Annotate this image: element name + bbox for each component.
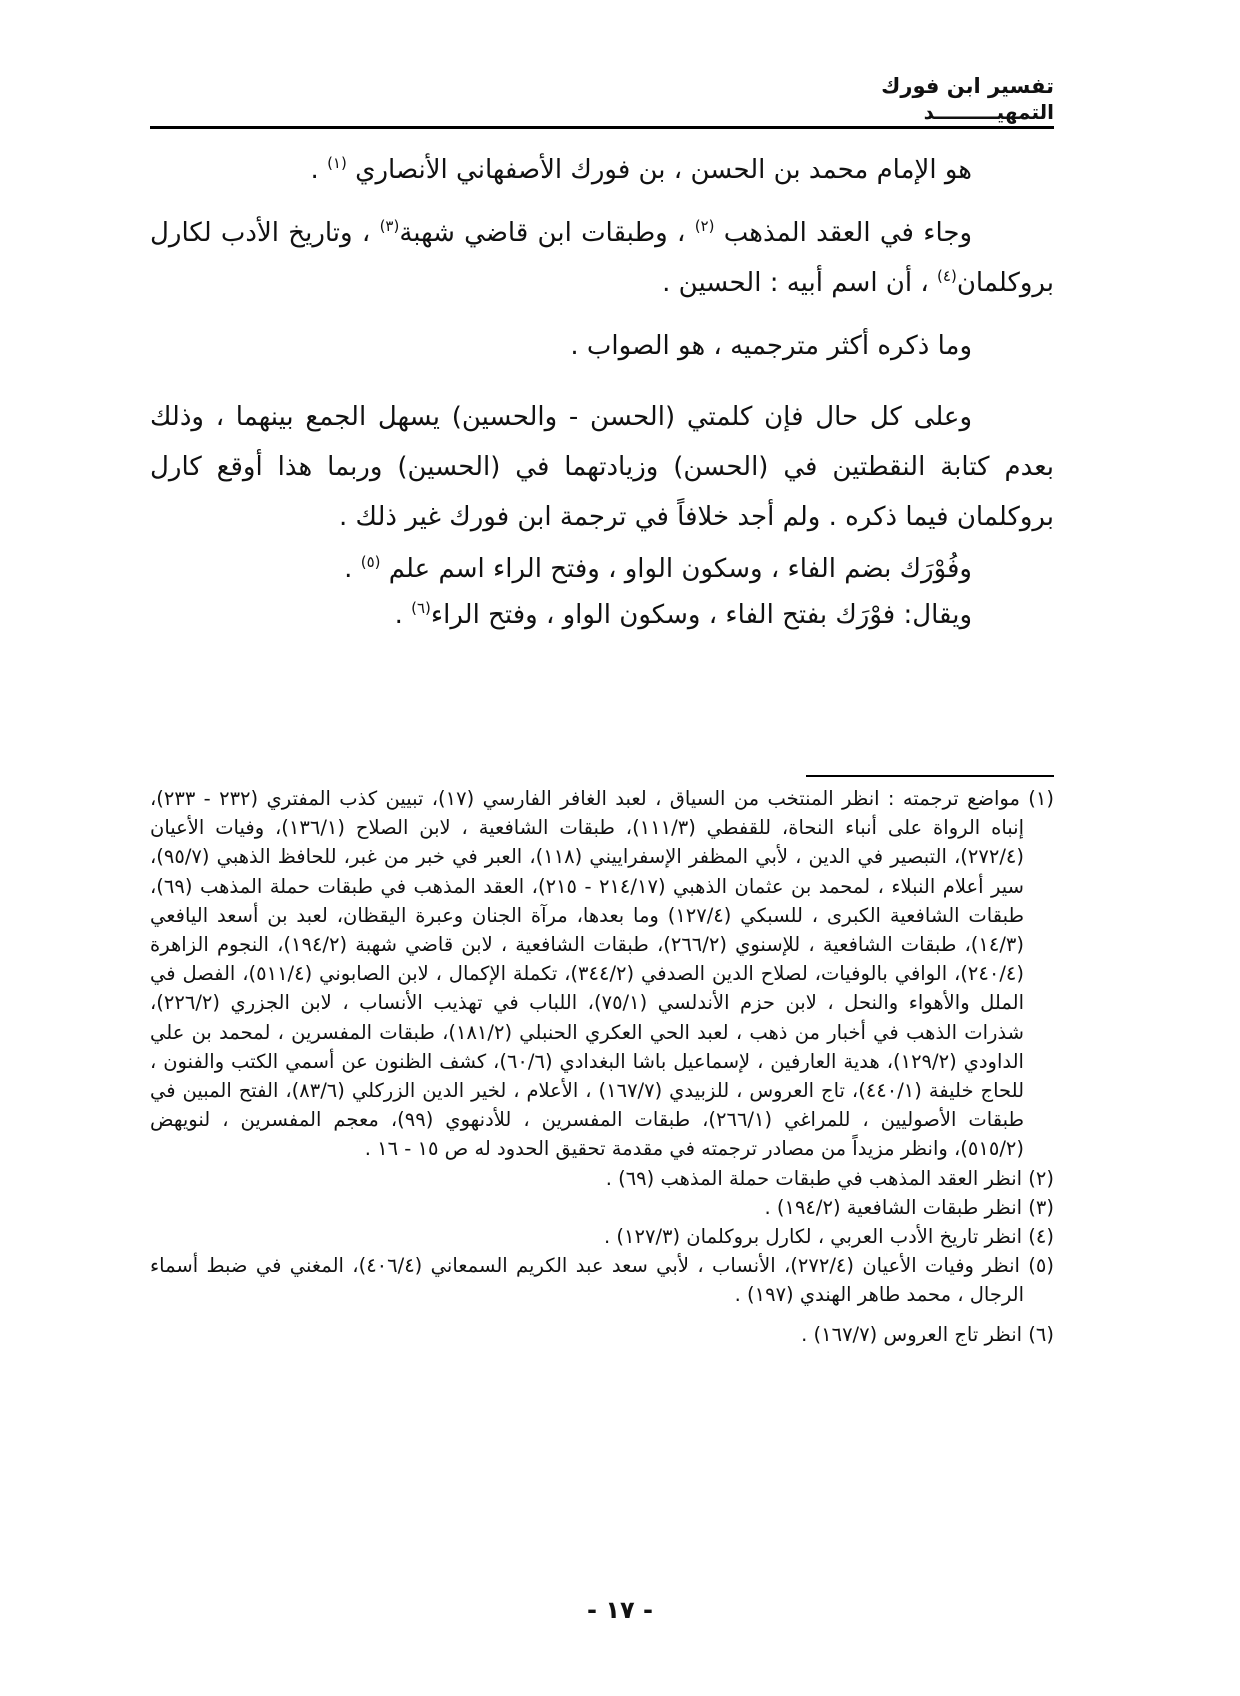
footnote-ref-4[interactable]: (٤) (937, 267, 957, 285)
footnote-5: (٥) انظر وفيات الأعيان (٢٧٢/٤)، الأنساب ، لأبي سعد عبد الكريم السمعاني (٤٠٦/٤)، المغني في ضبط أسماء الرجال ، محمد طاهر الهندي (١٩٧) . (150, 1254, 1054, 1307)
footnote-2: (٢) انظر العقد المذهب في طبقات حملة المذهب (٦٩) . (605, 1166, 1054, 1190)
footnote-4: (٤) انظر تاريخ الأدب العربي ، لكارل بروكلمان (١٢٧/٣) . (604, 1225, 1054, 1249)
running-header (881, 72, 1054, 124)
footnote-6: (٦) انظر تاج العروس (١٦٧/٧) . (801, 1322, 1054, 1346)
paragraph-6: ويقال: فوْرَك بفتح الفاء ، وسكون الواو ، وفتح الراء$^{(٦)}$ . (394, 599, 972, 630)
footnote-ref-3[interactable]: (٣) (379, 217, 400, 235)
book-title: تفسير ابن فورك (881, 74, 1054, 98)
main-text (150, 146, 1054, 638)
section-title: التمهيـــــــــد (923, 100, 1054, 124)
paragraph-5: وفُوْرَك بضم الفاء ، وسكون الواو ، وفتح الراء اسم علم $^{(٥)}$ . (344, 553, 972, 584)
footnote-3: (٣) انظر طبقات الشافعية (١٩٤/٢) . (764, 1195, 1054, 1219)
paragraph-3: وما ذكره أكثر مترجميه ، هو الصواب . (570, 331, 972, 361)
footnotes (150, 784, 1054, 1349)
footnote-ref-5[interactable]: (٥) (360, 553, 381, 571)
footnote-separator (806, 775, 1054, 777)
paragraph-2: وجاء في العقد المذهب $^{(٢)}$ ، وطبقات ابن قاضي شهبة$^{(٣)}$ ، وتاريخ الأدب لكارل بروكلمان$^{(٤)}$ ، أن اسم أبيه : الحسين . (150, 217, 1054, 298)
paragraph-1: هو الإمام محمد بن الحسن ، بن فورك الأصفهاني الأنصاري $^{(١)}$ . (310, 154, 972, 185)
header-divider (150, 126, 1054, 129)
footnote-ref-2[interactable]: (٢) (694, 217, 715, 235)
footnote-1: (١) مواضع ترجمته : انظر المنتخب من السياق ، لعبد الغافر الفارسي (١٧)، تبيين كذب المفتري (٢٣٢ - ٢٣٣)، إنباه الرواة على أنباء النحاة، للقفطي (١١١/٣)، طبقات الشافعية ، لابن الصلاح (١٣٦/١)، وفيات الأعيان (٢٧٢/٤)، التبصير في الدين ، لأبي المظفر الإسفراييني (١١٨)، العبر في خبر من غبر، للحافظ الذهبي (٩٥/٧)، سير أعلام النبلاء ، لمحمد بن عثمان الذهبي (٢١٤/١٧ - ٢١٥)، العقد المذهب في طبقات حملة المذهب (٦٩)، طبقات الشافعية الكبرى ، للسبكي (١٢٧/٤) وما بعدها، مرآة الجنان وعبرة اليقظان، لعبد بن أسعد اليافعي (١٤/٣)، طبقات الشافعية ، للإسنوي (٢٦٦/٢)، طبقات الشافعية ، لابن قاضي شهبة (١٩٤/٢)، النجوم الزاهرة (٢٤٠/٤)، الوافي بالوفيات، لصلاح الدين الصدفي (٣٤٤/٢)، تكملة الإكمال ، لابن الصابوني (٥١١/٤)، الفصل في الملل والأهواء والنحل ، لابن حزم الأندلسي (٧٥/١)، اللباب في تهذيب الأنساب ، لابن الجزري (٢٢٦/٢)، شذرات الذهب في أخبار من ذهب ، لعبد الحي العكري الحنبلي (١٨١/٢)، طبقات المفسرين ، لمحمد بن علي الداودي (١٢٩/٢)، هدية العارفين ، لإسماعيل باشا البغدادي (٦٠/٦)، كشف الظنون عن أسمي الكتب والفنون ، للحاج خليفة (٤٤٠/١)، تاج العروس ، للزبيدي (١٦٧/٧) ، الأعلام ، لخير الدين الزركلي (٨٣/٦)، الفتح المبين في طبقات الأصوليين ، للمراغي (٢٦٦/١)، طبقات المفسرين ، للأدنهوي (٩٩)، معجم المفسرين ، لنويهض (٥١٥/٢)، وانظر مزيداً من مصادر ترجمته في مقدمة تحقيق الحدود له ص ١٥ - ١٦ . (150, 787, 1054, 1161)
page-number: - ١٧ - (587, 1596, 653, 1624)
paragraph-4: وعلى كل حال فإن كلمتي (الحسن - والحسين) يسهل الجمع بينهما ، وذلك بعدم كتابة النقطتين في (الحسن) وزيادتهما في (الحسين) وربما هذا أوقع كارل بروكلمان فيما ذكره . ولم أجد خلافاً في ترجمة ابن فورك غير ذلك . (150, 402, 1054, 532)
footnote-ref-6[interactable]: (٦) (411, 599, 431, 617)
footnote-ref-1[interactable]: (١) (327, 154, 347, 172)
